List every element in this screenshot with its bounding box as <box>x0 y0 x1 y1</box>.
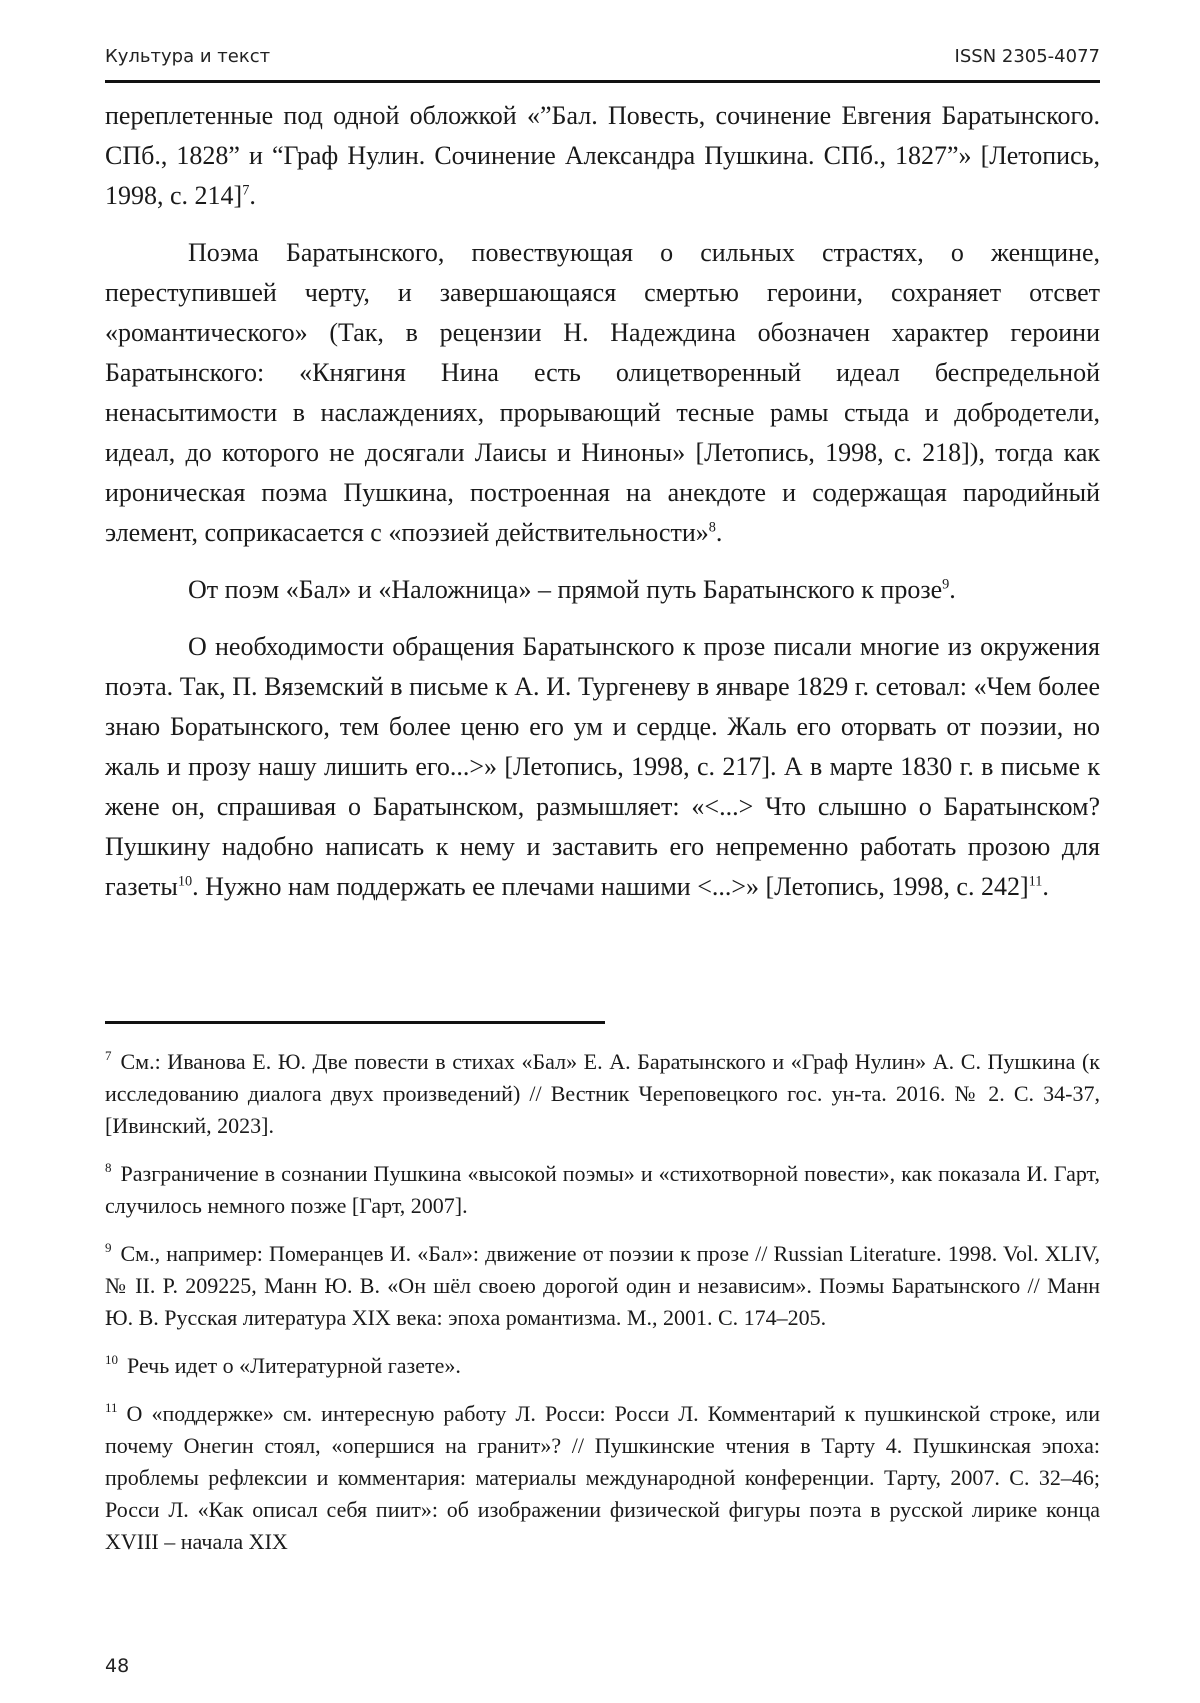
footnote-number: 9 <box>105 1240 112 1255</box>
footnote-number: 10 <box>105 1352 118 1367</box>
footnote <box>105 1238 1100 1334</box>
footnote-ref-9[interactable]: 9 <box>942 576 950 593</box>
punctuation: . <box>949 575 956 604</box>
paragraph-1 <box>105 96 1100 216</box>
issn-label: ISSN 2305-4077 <box>954 46 1100 67</box>
footnote-number: 11 <box>105 1400 118 1415</box>
punctuation: . <box>715 518 723 547</box>
paragraph-text: переплетенные под одной обложкой «”Бал. Повесть, сочинение Евгения Баратынского. СПб., 1828” и “Граф Нулин. Сочинение Александра Пушкина. СПб., 1827”» [Летопись, 1998, с. 214] <box>105 101 1100 210</box>
paragraph-text: От поэм «Бал» и «Наложница» – прямой путь Баратынского к прозе <box>188 575 943 604</box>
punctuation: . <box>1042 872 1049 901</box>
footnote-text: Речь идет о «Литературной газете». <box>127 1353 461 1378</box>
journal-title: Культура и текст <box>105 46 271 67</box>
page-number: 48 <box>105 1655 130 1677</box>
footnote-separator <box>105 1021 605 1024</box>
footnote <box>105 1398 1100 1558</box>
footnote <box>105 1350 1100 1382</box>
footnote-text: О «поддержке» см. интересную работу Л. Росси: Росси Л. Комментарий к пушкинской строке, или почему Онегин стоял, «опершися на гранит»? // Пушкинские чтения в Тарту 4. Пушкинская эпоха: проблемы рефлексии и комментария: материалы международной конференции. Тарту, 2007. С. 32–46; Росси Л. «Как описал себя пиит»: об изображении физической фигуры поэта в русской лирике конца XVIII – начала XIX <box>105 1401 1100 1554</box>
main-text <box>105 96 1100 924</box>
paragraph-3 <box>105 570 1100 610</box>
footnote-ref-8[interactable]: 8 <box>708 519 716 536</box>
footnote-ref-10[interactable]: 10 <box>177 873 193 890</box>
footnote-number: 7 <box>105 1048 112 1063</box>
footnote-ref-11[interactable]: 11 <box>1028 873 1043 890</box>
punctuation: . <box>249 181 256 210</box>
paragraph-text: О необходимости обращения Баратынского к прозе писали многие из окружения поэта. Так, П. Вяземский в письме к А. И. Тургеневу в январе 1829 г. сетовал: «Чем более знаю Боратынского, тем более ценю его ум и сердце. Жаль его оторвать от поэзии, но жаль и прозу нашу лишить его...>» [Летопись, 1998, с. 217]. А в марте 1830 г. в письме к жене он, спрашивая о Баратынском, размышляет: «<...> Что слышно о Баратынском? Пушкину надобно написать к нему и заставить его непременно работать прозою для газеты <box>105 632 1100 901</box>
running-header <box>105 42 1100 83</box>
footnote-text: См., например: Померанцев И. «Бал»: движение от поэзии к прозе // Russian Literature. 1998. Vol. XLIV, № II. P. 209225, Манн Ю. В. «Он шёл своею дорогой один и независим». Поэмы Баратынского // Манн Ю. В. Русская литература XIX века: эпоха романтизма. М., 2001. С. 174–205. <box>105 1241 1100 1330</box>
footnote <box>105 1046 1100 1142</box>
footnote-text: Разграничение в сознании Пушкина «высокой поэмы» и «стихотворной повести», как показала И. Гарт, случилось немного позже [Гарт, 2007]. <box>105 1161 1100 1218</box>
paragraph-2 <box>105 233 1100 553</box>
footnote-number: 8 <box>105 1160 112 1175</box>
footnotes <box>105 1046 1100 1574</box>
footnote-ref-7[interactable]: 7 <box>242 182 250 199</box>
footnote <box>105 1158 1100 1222</box>
paragraph-4 <box>105 627 1100 907</box>
paragraph-text: . Нужно нам поддержать ее плечами нашими <...>» [Летопись, 1998, с. 242] <box>192 872 1029 901</box>
footnote-text: См.: Иванова Е. Ю. Две повести в стихах «Бал» Е. А. Баратынского и «Граф Нулин» А. С. Пушкина (к исследованию диалога двух произведений) // Вестник Череповецкого гос. ун-та. 2016. № 2. С. 34-37, [Ивинский, 2023]. <box>105 1049 1100 1138</box>
paragraph-text: Поэма Баратынского, повествующая о сильных страстях, о женщине, переступившей черту, и завершающаяся смертью героини, сохраняет отсвет «романтического» (Так, в рецензии Н. Надеждина обозначен характер героини Баратынского: «Княгиня Нина есть олицетворенный идеал беспредельной ненасытимости в наслаждениях, прорывающий тесные рамы стыда и добродетели, идеал, до которого не досягали Лаисы и Нинoны» [Летопись, 1998, с. 218]), тогда как ироническая поэма Пушкина, построенная на анекдоте и содержащая пародийный элемент, соприкасается с «поэзией действительности» <box>105 238 1100 547</box>
